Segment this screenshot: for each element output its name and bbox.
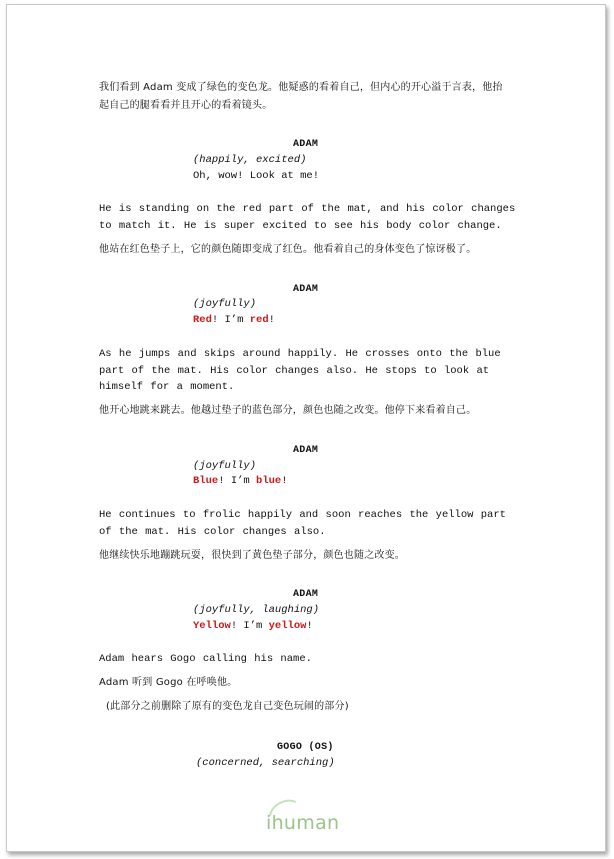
parenthetical: (joyfully, laughing) (193, 604, 320, 616)
dialogue-line (193, 314, 275, 326)
parenthetical: (joyfully) (193, 298, 257, 310)
action-line: part of the mat. His color changes also. He stops to look at (99, 364, 490, 377)
scene-description-en (99, 346, 501, 396)
color-word: red (249, 314, 269, 326)
color-word: Yellow (193, 620, 231, 632)
action-line: of the mat. His color changes also. (99, 525, 326, 538)
color-word: Red (193, 314, 212, 326)
dialogue-text: ! I’m (211, 314, 250, 326)
parenthetical: (happily, excited) (193, 154, 307, 166)
dialogue-line: Oh, wow! Look at me! (193, 170, 320, 182)
dialogue-line (193, 620, 313, 632)
ihuman-logo: ihuman (266, 812, 340, 834)
parenthetical: (joyfully) (193, 460, 257, 472)
color-word: blue (256, 475, 282, 487)
editor-note: (此部分之前删除了原有的变色龙自己变色玩闹的部分) (106, 701, 349, 712)
dialogue-text: ! (306, 620, 313, 632)
scene-description-cn: 他站在红色垫子上，它的颜色随即变成了红色。他看着自己的身体变色了惊讶极了。 (99, 244, 477, 255)
scene-description-cn: 他开心地跳来跳去。他越过垫子的蓝色部分，颜色也随之改变。他停下来看着自己。 (99, 405, 477, 416)
color-word: Blue (193, 475, 219, 487)
color-word: yellow (268, 620, 307, 632)
character-name: ADAM (293, 589, 319, 600)
dialogue-text: ! (281, 475, 288, 487)
dialogue-line (193, 475, 288, 487)
action-line: himself for a moment. (99, 381, 235, 393)
scene-description-en (99, 507, 506, 540)
scene-description-en: Adam hears Gogo calling his name. (99, 653, 312, 665)
action-line: He is standing on the red part of the mat, and his color changes (99, 203, 516, 215)
dialogue-text: ! (268, 314, 275, 326)
parenthetical: (concerned, searching) (196, 757, 335, 769)
character-name: ADAM (293, 139, 319, 150)
character-name: ADAM (293, 445, 319, 456)
scene-description-cn: 我们看到 Adam 变成了绿色的变色龙。他疑惑的看着自己，但内心的开心溢于言表，他抬起自己的腿看看并且开心的看着镜头。 (99, 82, 503, 111)
character-name: ADAM (293, 284, 319, 295)
scene-description-en (99, 201, 515, 234)
action-line: to match it. He is super excited to see his body color change. (99, 219, 502, 232)
character-name: GOGO (OS) (277, 742, 334, 753)
action-line: As he jumps and skips around happily. He crosses onto the blue (99, 348, 501, 360)
dialogue-text: ! I’m (230, 620, 269, 632)
scene-description-cn: 他继续快乐地蹦跳玩耍，很快到了黄色垫子部分，颜色也随之改变。 (99, 550, 405, 561)
dialogue-text: ! I’m (218, 475, 257, 487)
scene-description-cn: Adam 听到 Gogo 在呼唤他。 (99, 677, 238, 688)
action-line: He continues to frolic happily and soon reaches the yellow part (99, 509, 506, 521)
script-page (6, 4, 606, 852)
